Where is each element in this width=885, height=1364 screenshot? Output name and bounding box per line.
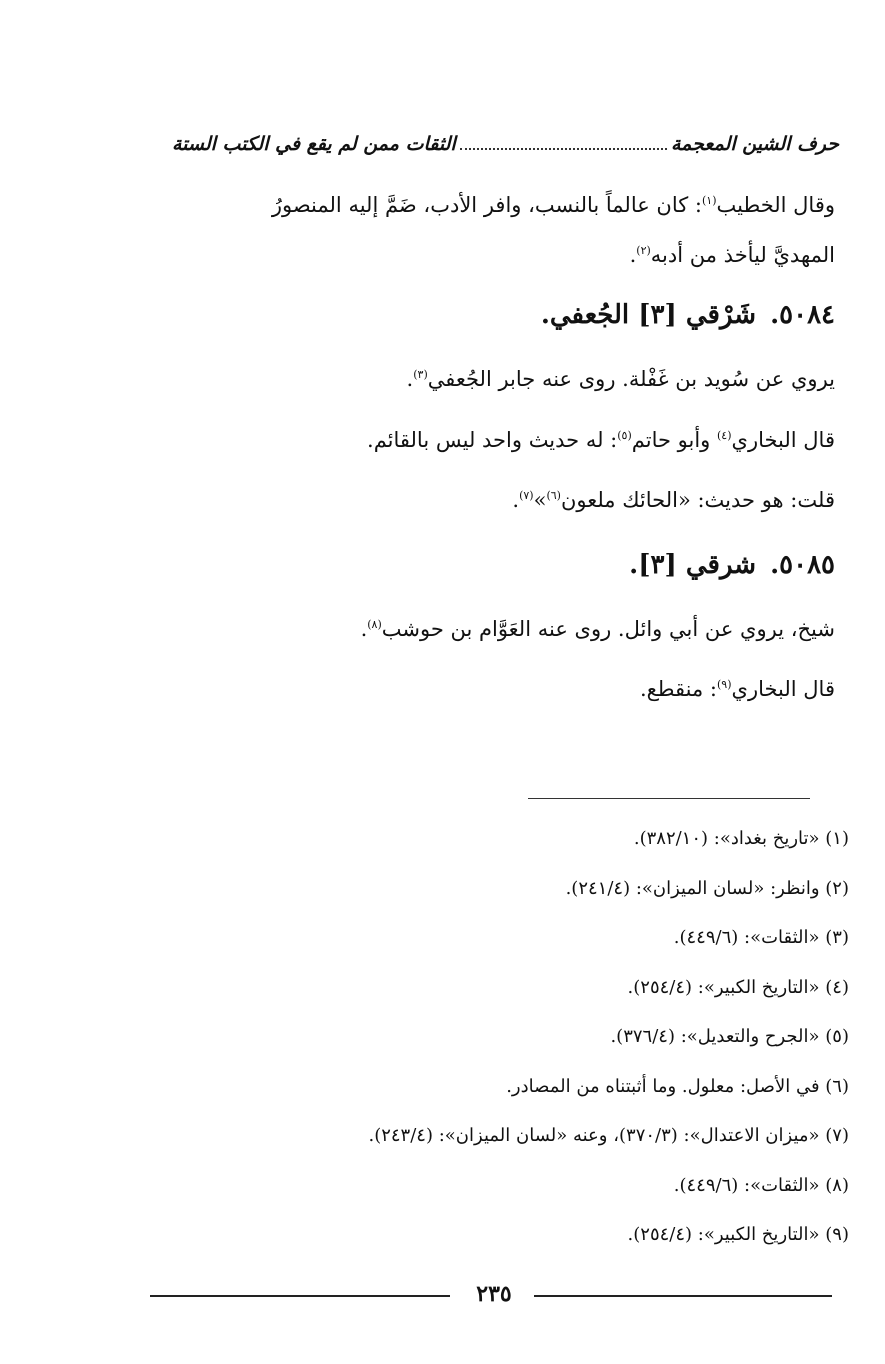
text-run: المهديَّ ليأخذ من أدبه: [650, 243, 835, 267]
entry-number: ٥٠٨٤.: [770, 300, 835, 330]
header-book-title: الثقات ممن لم يقع في الكتب الستة: [172, 133, 456, 155]
page-footer: [150, 1281, 832, 1311]
text-run: وقال الخطيب: [716, 193, 835, 217]
footnote-ref[interactable]: (١): [702, 194, 717, 207]
footnote-ref[interactable]: (٣): [413, 368, 428, 381]
footer-rule-right: [534, 1295, 832, 1297]
entry-number: ٥٠٨٥.: [770, 550, 835, 580]
text-run: شيخ، يروي عن أبي وائل. روى عنه العَوَّام بن حوشب: [381, 617, 835, 641]
paragraph-line: [361, 617, 835, 641]
footnote-item: (٨) «الثقات»: (٤٤٩/٦).: [673, 1174, 849, 1196]
header-leader-dots: [460, 136, 667, 150]
footnote-ref[interactable]: (٤): [717, 429, 732, 442]
footnote-ref[interactable]: (٢): [636, 244, 651, 257]
text-run: : منقطع.: [639, 677, 717, 701]
footnote-item: (٦) في الأصل: معلول. وما أثبتناه من المصادر.: [506, 1075, 849, 1097]
footnotes-list: [149, 828, 849, 1274]
footnote-item: (٧) «ميزان الاعتدال»: (٣٧٠/٣)، وعنه «لسان الميزان»: (٢٤٣/٤).: [368, 1125, 849, 1146]
text-run: : كان عالماً بالنسب، وافر الأدب، ضَمَّ إليه المنصورُ: [271, 193, 702, 217]
text-run: قلت: هو حديث: «الحائك ملعون: [560, 488, 835, 512]
paragraph-line: [512, 488, 835, 512]
footnote-ref[interactable]: (٩): [717, 678, 732, 691]
text-run: قال البخاري: [731, 677, 835, 701]
footnote-item: (١) «تاريخ بغداد»: (٣٨٢/١٠).: [633, 828, 849, 849]
entry-heading-5085: [629, 550, 835, 580]
text-run: وأبو حاتم: [631, 428, 717, 452]
footnote-item: (٢) وانظر: «لسان الميزان»: (٢٤١/٤).: [565, 877, 849, 899]
text-run: .: [360, 617, 368, 641]
text-run: .: [629, 243, 637, 267]
paragraph-line: [367, 428, 835, 452]
footer-rule-left: [150, 1295, 450, 1297]
text-run: .: [512, 488, 520, 512]
text-run: .: [406, 367, 414, 391]
footnote-ref[interactable]: (٥): [617, 429, 632, 442]
text-run: يروي عن سُويد بن غَفْلة. روى عنه جابر الجُعفي: [427, 367, 835, 391]
paragraph-line: [640, 677, 835, 701]
footnote-ref[interactable]: (٦): [546, 489, 561, 502]
header-chapter-title: حرف الشين المعجمة: [670, 133, 839, 155]
paragraph-line: [630, 243, 835, 267]
footnote-ref[interactable]: (٧): [519, 489, 534, 502]
footnote-item: (٣) «الثقات»: (٤٤٩/٦).: [673, 927, 849, 948]
footnote-item: (٩) «التاريخ الكبير»: (٢٥٤/٤).: [627, 1224, 849, 1245]
entry-name: شرقي [٣].: [629, 550, 757, 580]
page-number: ٢٣٥: [476, 1281, 512, 1307]
footnote-separator: [528, 798, 810, 799]
footnote-item: (٤) «التاريخ الكبير»: (٢٥٤/٤).: [627, 976, 849, 998]
running-header: [172, 133, 839, 155]
footnote-item: (٥) «الجرح والتعديل»: (٣٧٦/٤).: [610, 1026, 849, 1047]
text-run: : له حديث واحد ليس بالقائم.: [367, 428, 618, 452]
paragraph-line: [407, 367, 835, 391]
footnote-ref[interactable]: (٨): [367, 618, 382, 631]
paragraph-line: [272, 193, 835, 217]
entry-name: شَرْقي [٣] الجُعفي.: [540, 300, 757, 330]
text-run: »: [533, 488, 547, 512]
entry-heading-5084: [541, 300, 835, 330]
text-run: قال البخاري: [731, 428, 835, 452]
